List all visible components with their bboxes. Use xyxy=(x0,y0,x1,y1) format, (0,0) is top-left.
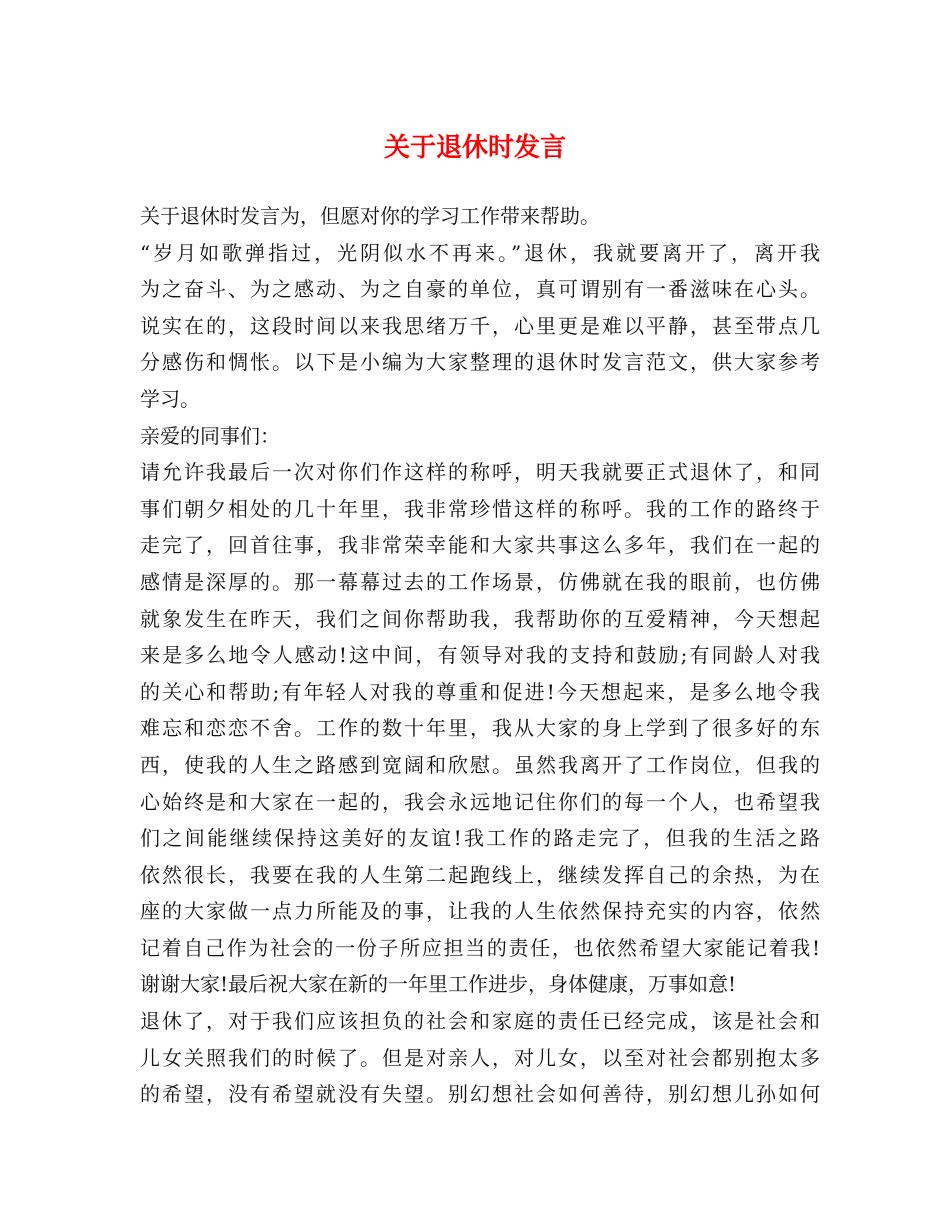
body-line: 感情是深厚的。那一幕幕过去的工作场景，仿佛就在我的眼前，也仿佛 xyxy=(140,569,820,594)
body-line: 谢谢大家!最后祝大家在新的一年里工作进步，身体健康，万事如意! xyxy=(140,972,737,997)
body-line: 就象发生在昨天，我们之间你帮助我，我帮助你的互爱精神，今天想起 xyxy=(140,606,820,631)
body-line: 请允许我最后一次对你们作这样的称呼，明天我就要正式退休了，和同 xyxy=(140,460,820,485)
body-line: 走完了，回首往事，我非常荣幸能和大家共事这么多年，我们在一起的 xyxy=(140,533,820,558)
body-line: 依然很长，我要在我的人生第二起跑线上，继续发挥自己的余热，为在 xyxy=(140,862,820,887)
body-line: 儿女关照我们的时候了。但是对亲人，对儿女，以至对社会都别抱太多 xyxy=(140,1045,820,1070)
body-line: 座的大家做一点力所能及的事，让我的人生依然保持充实的内容，依然 xyxy=(140,899,820,924)
body-line: 的关心和帮助;有年轻人对我的尊重和促进!今天想起来，是多么地令我 xyxy=(140,679,820,704)
body-line: 事们朝夕相处的几十年里，我非常珍惜这样的称呼。我的工作的路终于 xyxy=(140,496,820,521)
body-line: 关于退休时发言为，但愿对你的学习工作带来帮助。 xyxy=(140,204,600,228)
document-title: 关于退休时发言 xyxy=(383,133,566,163)
body-line: 来是多么地令人感动!这中间，有领导对我的支持和鼓励;有同龄人对我 xyxy=(140,643,820,668)
body-line: 退休了，对于我们应该担负的社会和家庭的责任已经完成，该是社会和 xyxy=(140,1009,820,1034)
body-line: 难忘和恋恋不舍。工作的数十年里，我从大家的身上学到了很多好的东 xyxy=(140,716,820,741)
body-line: 亲爱的同事们： xyxy=(140,423,280,448)
document-body xyxy=(140,198,820,1113)
body-line: 记着自己作为社会的一份子所应担当的责任，也依然希望大家能记着我! xyxy=(140,935,820,960)
body-line: 说实在的，这段时间以来我思绪万千，心里更是难以平静，甚至带点几 xyxy=(140,313,820,338)
body-line: 西，使我的人生之路感到宽阔和欣慰。虽然我离开了工作岗位，但我的 xyxy=(140,752,820,777)
body-line: “岁月如歌弹指过，光阴似水不再来。”退休，我就要离开了，离开我 xyxy=(140,240,820,265)
body-line: 们之间能继续保持这美好的友谊!我工作的路走完了，但我的生活之路 xyxy=(140,826,820,851)
body-line: 学习。 xyxy=(140,386,200,411)
body-line: 心始终是和大家在一起的，我会永远地记住你们的每一个人，也希望我 xyxy=(140,789,820,814)
body-line: 为之奋斗、为之感动、为之自豪的单位，真可谓别有一番滋味在心头。 xyxy=(140,277,820,302)
body-line: 分感伤和惆怅。以下是小编为大家整理的退休时发言范文，供大家参考 xyxy=(140,350,820,375)
body-line: 的希望，没有希望就没有失望。别幻想社会如何善待，别幻想儿孙如何 xyxy=(140,1082,820,1107)
